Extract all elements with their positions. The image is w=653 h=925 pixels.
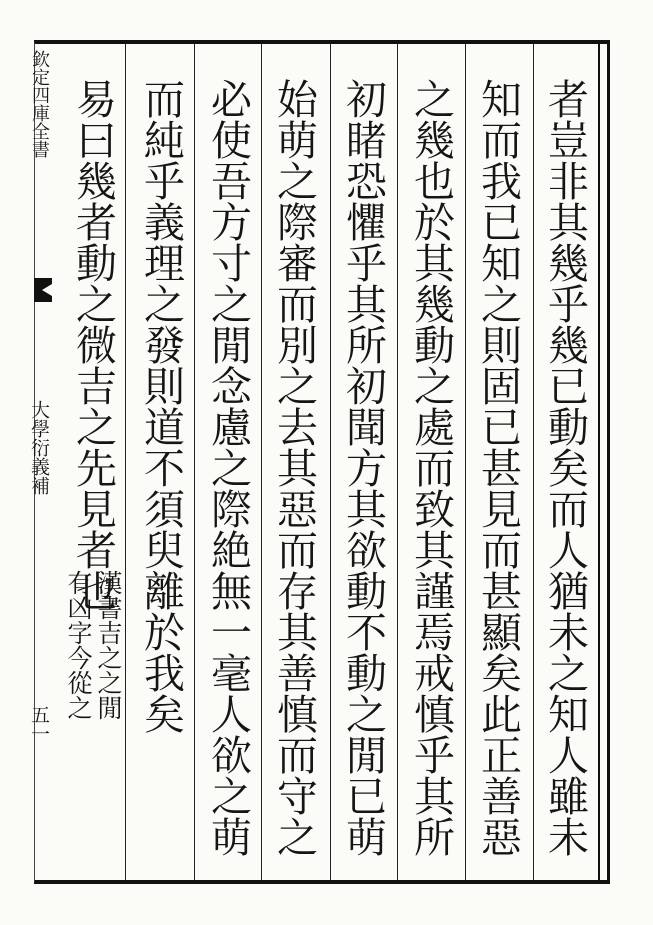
text-column-5: 始萌之際審而別之去其惡而存其善慎而守之 xyxy=(270,78,318,857)
text-column-3: 之幾也於其幾動之處而致其謹焉戒慎乎其所 xyxy=(407,78,455,857)
text-column-2: 知而我已知之則固已甚見而甚顯矣此正善惡 xyxy=(474,78,522,857)
column-rule xyxy=(397,44,398,880)
text-column-8: 易曰幾者動之微吉之先見者也 xyxy=(69,78,117,611)
column-rule xyxy=(261,44,262,880)
text-column-1: 者豈非其幾乎幾已動矣而人猶未之知人雖未 xyxy=(541,78,589,857)
column-rule xyxy=(465,44,466,880)
column-rule xyxy=(330,44,331,880)
fish-tail-mark xyxy=(34,278,52,302)
book-title-lower: 大學衍義補 xyxy=(28,400,50,495)
text-column-6: 必使吾方寸之閒念慮之際絶無一毫人欲之萌 xyxy=(204,78,252,857)
frame-inner-rule xyxy=(598,44,600,880)
note-line-left: 有凶字今從之 xyxy=(64,570,93,720)
book-title-top: 欽定四庫全書 xyxy=(29,50,50,158)
column-rule xyxy=(125,44,126,880)
text-column-7: 而純乎義理之發則道不須臾離於我矣 xyxy=(137,78,185,734)
text-column-4: 初睹恐懼乎其所初聞方其欲動不動之閒已萌 xyxy=(339,78,387,857)
gutter-top-rule xyxy=(34,40,51,42)
note-line-right: 漢書吉之之閒 xyxy=(94,570,123,720)
column-rule xyxy=(194,44,195,880)
page-number: 五一 xyxy=(28,705,50,743)
